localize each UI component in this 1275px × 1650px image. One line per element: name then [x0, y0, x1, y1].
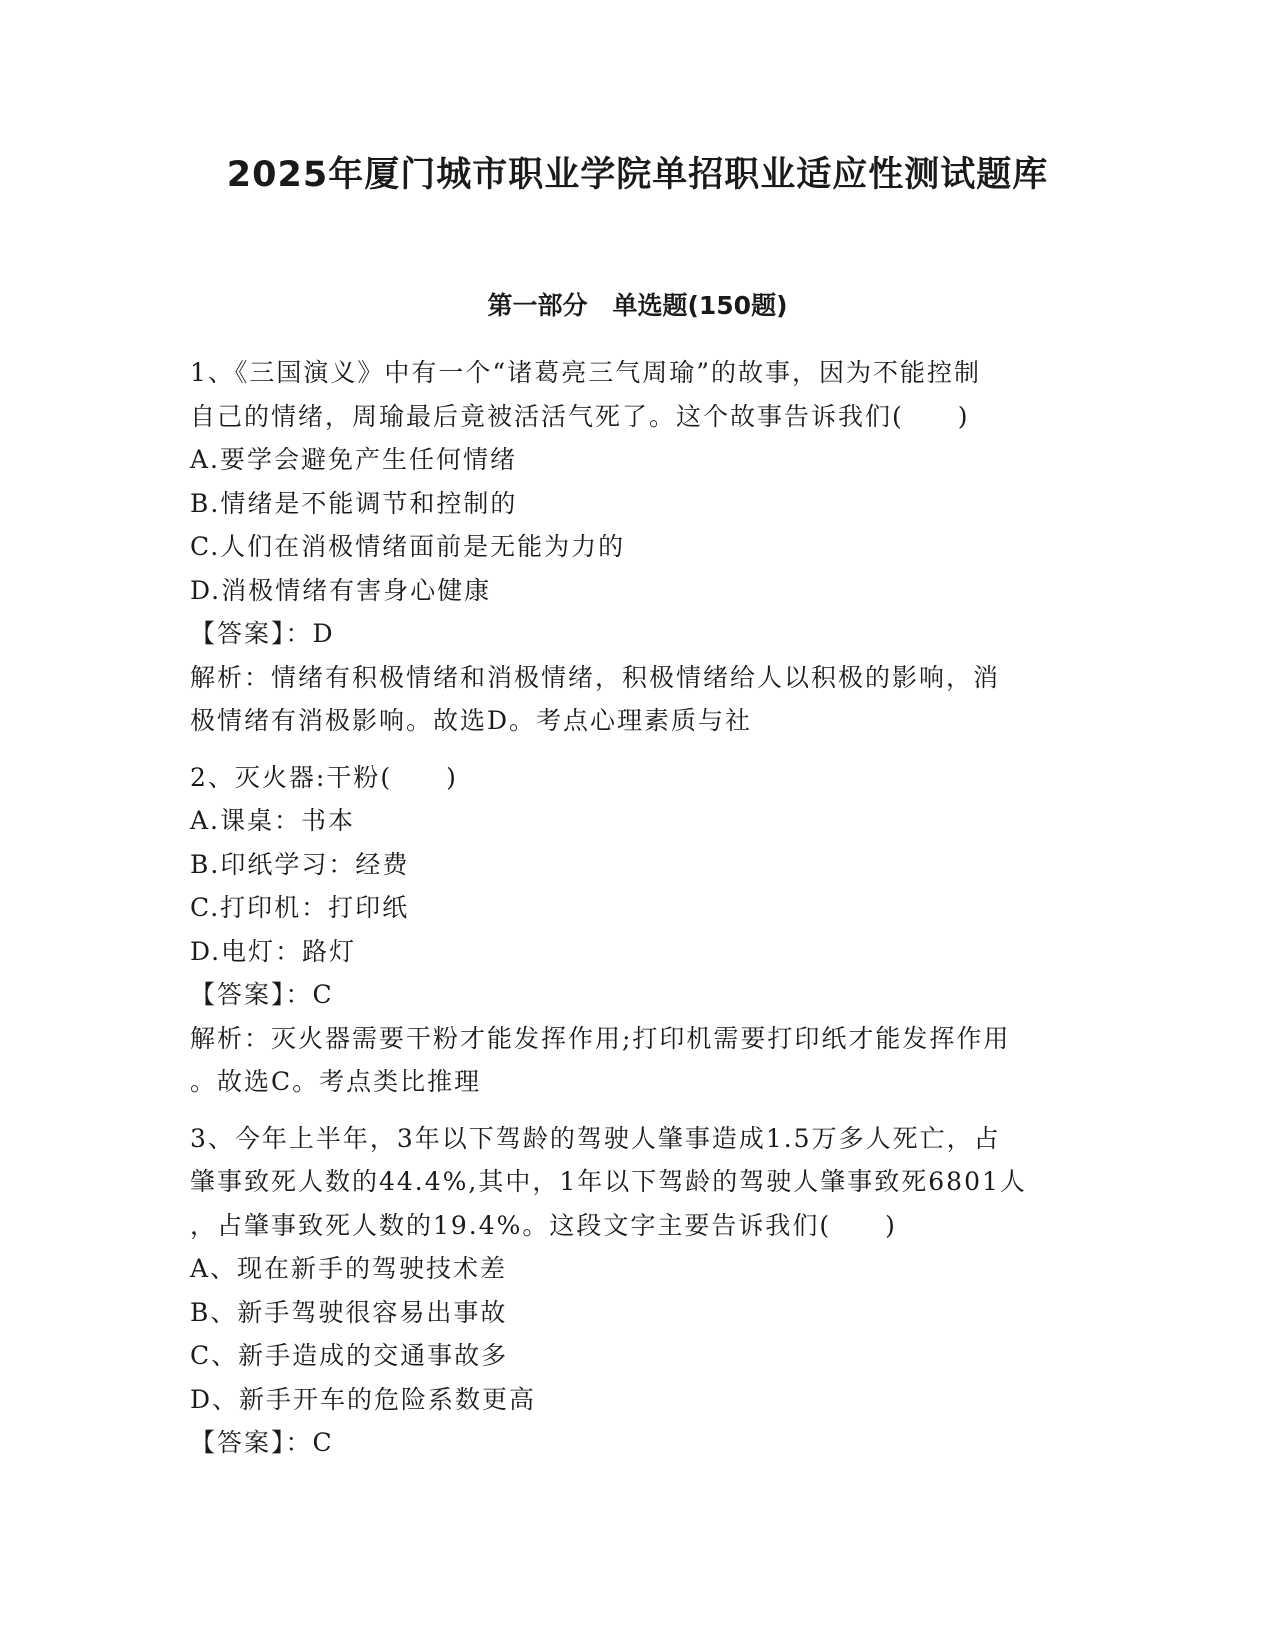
question-2 — [190, 756, 1070, 1104]
question-stem-line: 肇事致死人数的44.4%,其中，1年以下驾龄的驾驶人肇事致死6801人 — [190, 1167, 1027, 1196]
option-b: B、新手驾驶很容易出事故 — [190, 1297, 508, 1327]
analysis-line: 解析：情绪有积极情绪和消极情绪，积极情绪给人以积极的影响，消 — [190, 662, 1001, 692]
option-d: D、新手开车的危险系数更高 — [190, 1384, 537, 1414]
answer-line: 【答案】：D — [190, 619, 335, 648]
analysis-line: 解析：灭火器需要干粉才能发挥作用;打印机需要打印纸才能发挥作用 — [190, 1023, 1011, 1053]
option-a: A.要学会避免产生任何情绪 — [190, 445, 518, 474]
question-3 — [190, 1117, 1070, 1465]
option-a: A、现在新手的驾驶技术差 — [190, 1254, 508, 1283]
question-stem-line: 自己的情绪，周瑜最后竟被活活气死了。这个故事告诉我们( ) — [190, 401, 970, 431]
analysis-line: 。故选C。考点类比推理 — [190, 1067, 482, 1096]
question-stem-line: 3、今年上半年，3年以下驾龄的驾驶人肇事造成1.5万多人死亡，占 — [190, 1123, 1001, 1153]
analysis-line: 极情绪有消极影响。故选D。考点心理素质与社 — [190, 706, 753, 735]
answer-line: 【答案】：C — [190, 980, 334, 1009]
document-title: 2025年厦门城市职业学院单招职业适应性测试题库 — [226, 155, 1049, 195]
question-stem-line: 2、灭火器:干粉( ) — [190, 762, 458, 792]
question-stem-line: 1、《三国演义》中有一个“诸葛亮三气周瑜”的故事，因为不能控制 — [190, 358, 981, 387]
option-d: D.电灯：路灯 — [190, 936, 357, 966]
option-a: A.课桌：书本 — [190, 806, 356, 835]
question-list — [190, 351, 1070, 1478]
answer-line: 【答案】：C — [190, 1428, 334, 1457]
option-d: D.消极情绪有害身心健康 — [190, 575, 492, 605]
option-c: C.人们在消极情绪面前是无能为力的 — [190, 532, 626, 561]
section-heading: 第一部分 单选题(150题) — [487, 291, 788, 320]
question-1 — [190, 351, 1070, 743]
question-stem-line: ，占肇事致死人数的19.4%。这段文字主要告诉我们( ) — [190, 1210, 897, 1240]
option-b: B.印纸学习：经费 — [190, 849, 410, 879]
option-b: B.情绪是不能调节和控制的 — [190, 488, 518, 518]
option-c: C.打印机：打印纸 — [190, 893, 410, 922]
option-c: C、新手造成的交通事故多 — [190, 1341, 509, 1370]
